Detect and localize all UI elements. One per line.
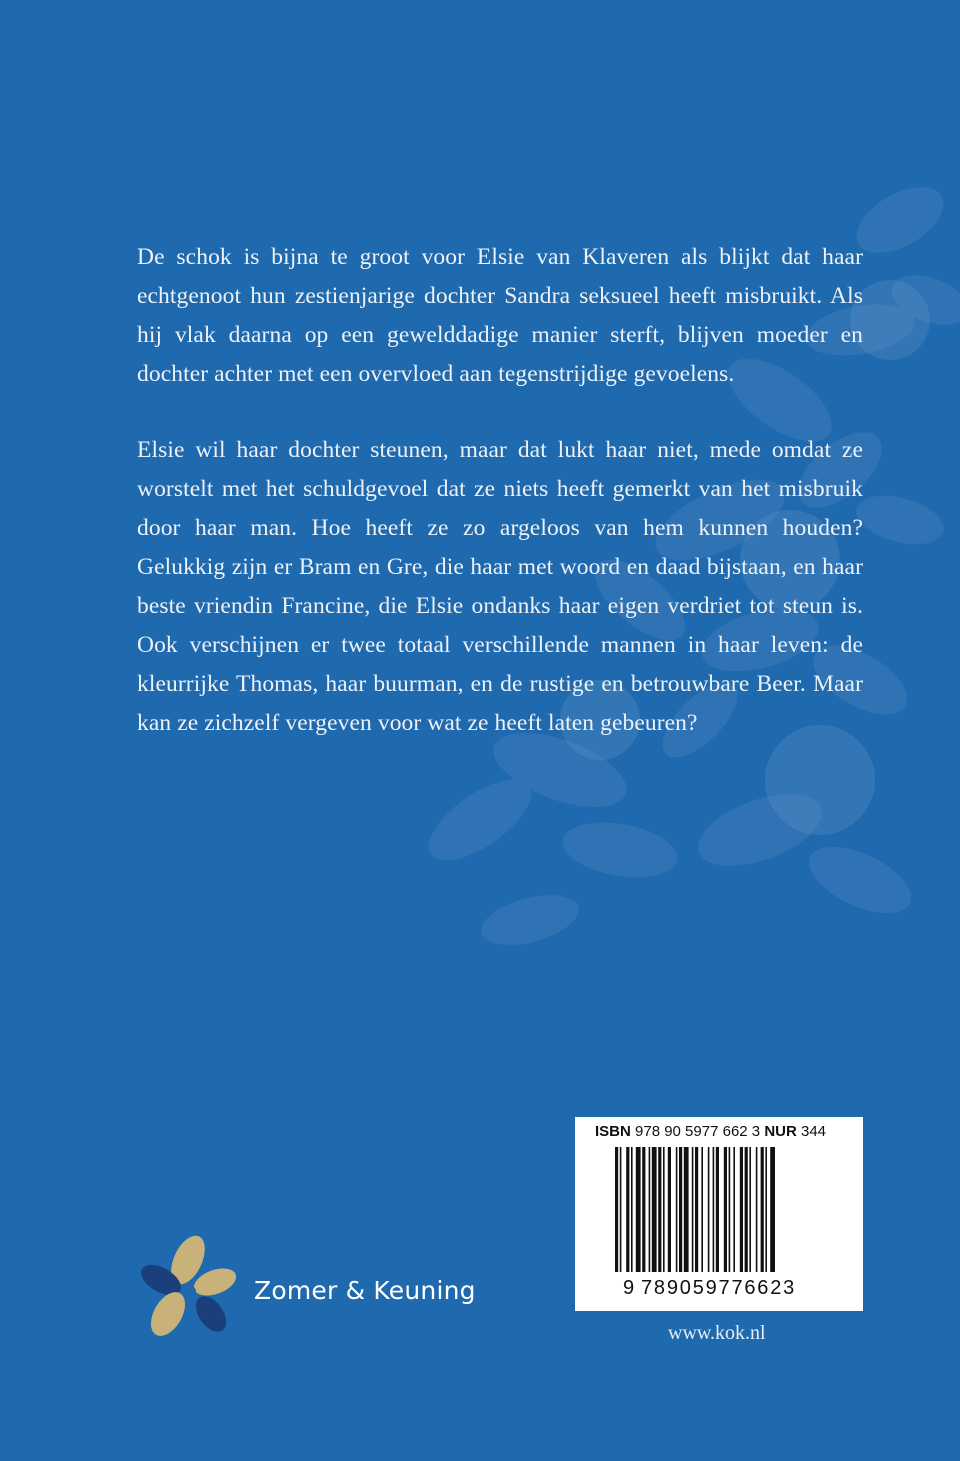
barcode-bar	[749, 1147, 751, 1272]
barcode-bar	[756, 1147, 758, 1272]
barcode-bar	[663, 1147, 665, 1272]
barcode-bar	[708, 1147, 710, 1272]
blurb-paragraph-1: De schok is bijna te groot voor Elsie van Klaveren als blijkt dat haar echtgenoot hun zestienjarige dochter Sandra seksueel heeft misbruikt. Als hij vlak daarna op een gewelddadige manier sterft, blijven moeder en dochter achter met een overvloed aan tegenstrijdige gevoelens.	[137, 244, 863, 387]
barcode-bar	[695, 1147, 698, 1272]
isbn-barcode	[575, 1117, 863, 1311]
barcode-bar	[658, 1147, 661, 1272]
blurb-paragraph-2: Elsie wil haar dochter steunen, maar dat lukt haar niet, mede omdat ze worstelt met het schuldgevoel dat ze niets heeft gemerkt van het misbruik door haar man. Hoe heeft ze zo argeloos van hem kunnen houden? Gelukkig zijn er Bram en Gre, die haar met woord en daad bijstaan, en haar beste vriendin Francine, die Elsie ondanks haar eigen verdriet tot steun is. Ook verschijnen er twee totaal verschillende mannen in haar leven: de kleurrijke Thomas, haar buurman, en de rustige en betrouwbare Beer. Maar kan ze zichzelf vergeven voor wat ze heeft laten gebeuren?	[137, 437, 863, 736]
barcode-bar	[713, 1147, 715, 1272]
barcode-digits: 789059776623	[641, 1277, 797, 1299]
barcode-bar	[770, 1147, 775, 1272]
publisher-name: Zomer & Keuning	[254, 1276, 476, 1305]
publisher-logo-icon	[133, 1232, 245, 1349]
barcode-bar	[676, 1147, 678, 1272]
barcode-bar	[626, 1147, 629, 1272]
barcode-bar	[642, 1147, 645, 1272]
barcode-bar	[740, 1147, 743, 1272]
barcode-bar	[620, 1147, 622, 1272]
publisher-website: www.kok.nl	[668, 1322, 766, 1344]
barcode-bar	[724, 1147, 727, 1272]
nur-number: 344	[800, 1123, 827, 1140]
barcode-bar	[701, 1147, 703, 1272]
barcode-bar	[615, 1147, 618, 1272]
barcode-bar	[692, 1147, 694, 1272]
barcode-bar	[631, 1147, 633, 1272]
barcode-bar	[765, 1147, 767, 1272]
nur-label: NUR	[764, 1123, 797, 1140]
barcode-bar	[636, 1147, 641, 1272]
barcode-bar	[668, 1147, 671, 1272]
back-cover-blurb	[137, 238, 863, 780]
barcode-bar	[761, 1147, 764, 1272]
barcode-bar	[679, 1147, 682, 1272]
barcode-bar	[649, 1147, 651, 1272]
barcode-lead-digit: 9	[623, 1277, 635, 1299]
barcode-bar	[684, 1147, 689, 1272]
barcode-bar	[716, 1147, 719, 1272]
isbn-number: 978 90 5977 662 3	[635, 1123, 761, 1140]
isbn-label: ISBN	[595, 1123, 631, 1140]
barcode-bars	[615, 1147, 825, 1277]
barcode-bar	[733, 1147, 735, 1272]
barcode-bar	[652, 1147, 657, 1272]
barcode-bar	[745, 1147, 748, 1272]
isbn-line	[595, 1123, 826, 1140]
barcode-bar	[729, 1147, 731, 1272]
